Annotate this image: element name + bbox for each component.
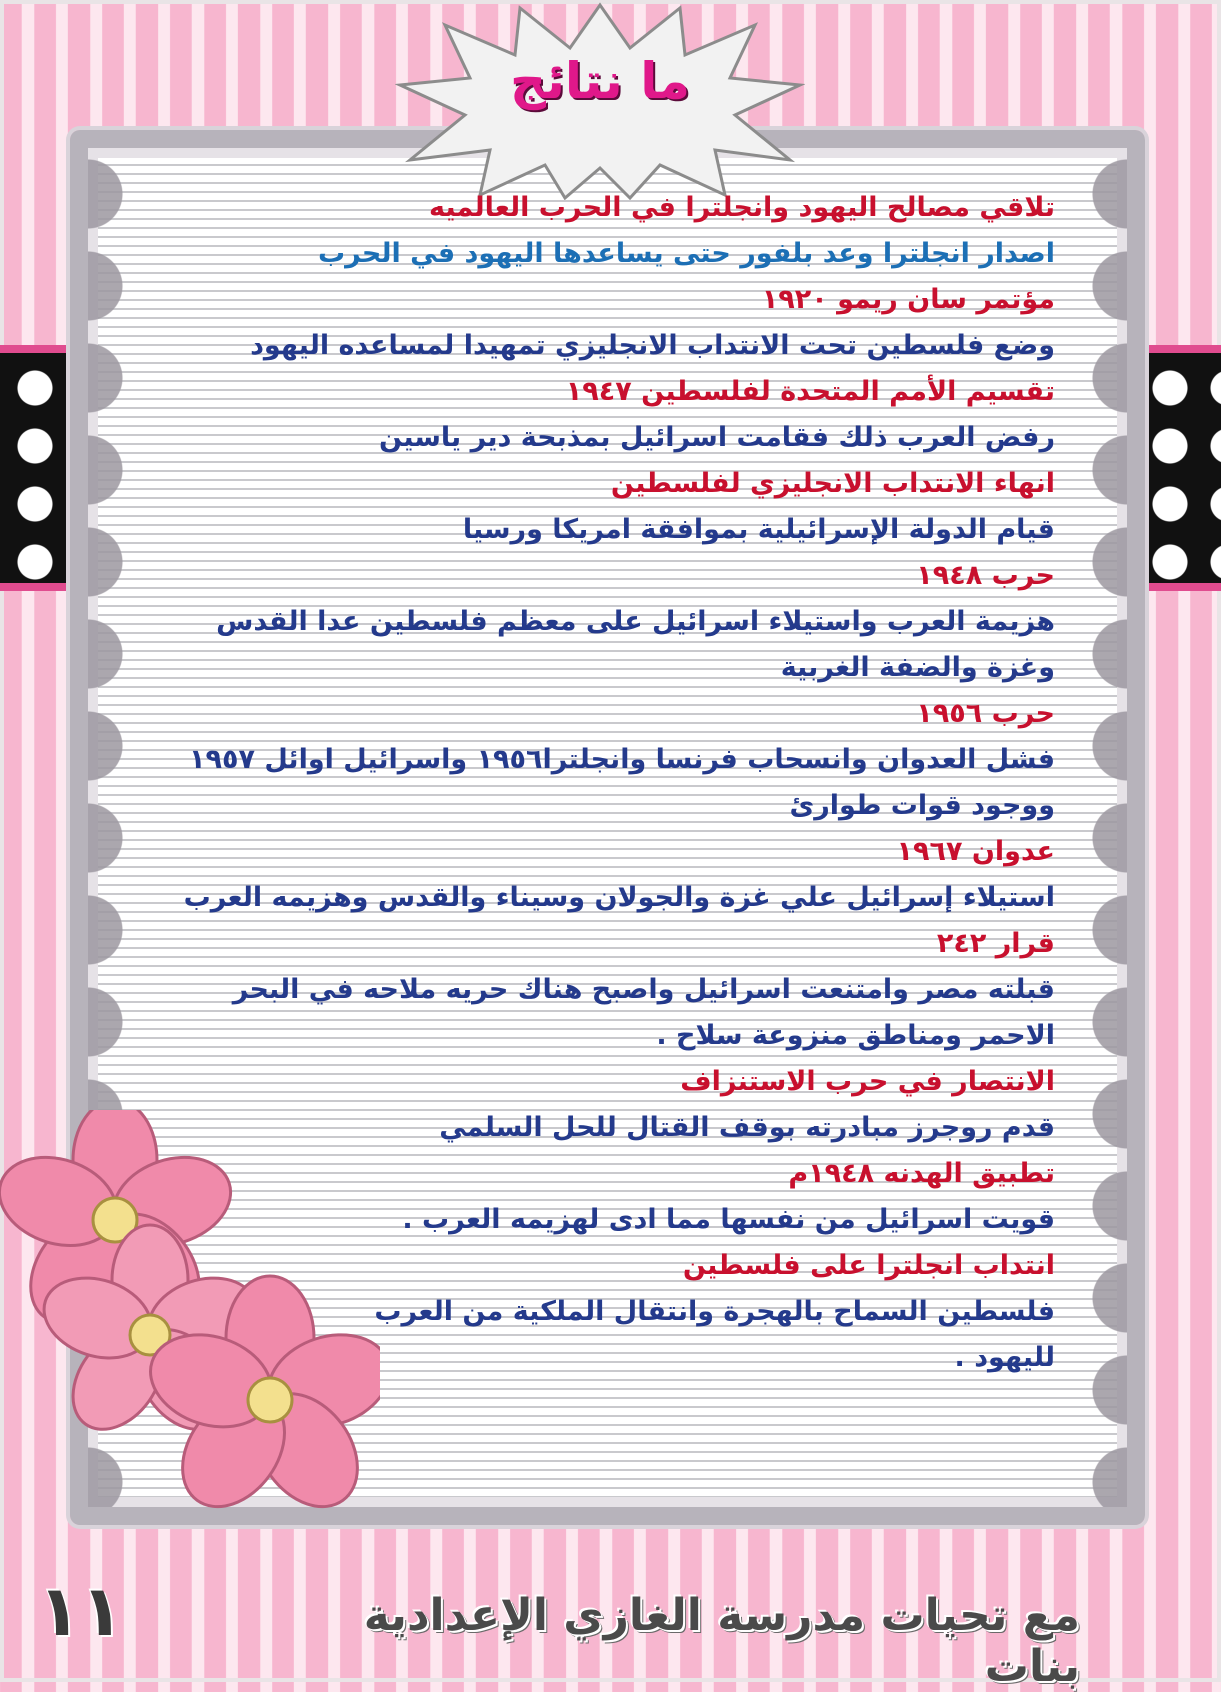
result-line: فشل العدوان وانسحاب فرنسا وانجلترا١٩٥٦ واسرائيل اوائل ١٩٥٧	[189, 744, 1055, 775]
result-line: تقسيم الأمم المتحدة لفلسطين ١٩٤٧	[565, 376, 1055, 407]
result-line: حرب ١٩٥٦	[916, 698, 1055, 729]
flower-decoration	[0, 1110, 380, 1600]
lace-border-right	[1087, 148, 1127, 1507]
result-line: حرب ١٩٤٨	[916, 560, 1055, 591]
result-line: الاحمر ومناطق منزوعة سلاح .	[656, 1020, 1055, 1051]
result-line: ووجود قوات طوارئ	[789, 790, 1055, 821]
result-line: رفض العرب ذلك فقامت اسرائيل بمذبحة دير ياسين	[379, 422, 1055, 453]
page-number: ١١	[38, 1570, 124, 1652]
result-line: تطبيق الهدنه ١٩٤٨م	[788, 1158, 1055, 1189]
page-title: ما نتائج	[510, 52, 690, 110]
result-line: لليهود .	[954, 1342, 1055, 1373]
result-line: قيام الدولة الإسرائيلية بموافقة امريكا ورسيا	[462, 514, 1055, 545]
result-line: وغزة والضفة الغربية	[780, 652, 1055, 683]
footer-credit: مع تحيات مدرسة الغازي الإعدادية بنات	[363, 1590, 1080, 1692]
result-line: هزيمة العرب واستيلاء اسرائيل على معظم فلسطين عدا القدس	[216, 606, 1055, 637]
result-line: قبلته مصر وامتنعت اسرائيل واصبح هناك حريه ملاحه في البحر	[232, 974, 1055, 1005]
result-line: عدوان ١٩٦٧	[896, 836, 1055, 867]
polka-dot-band-left	[0, 345, 80, 591]
polka-dot-band-right	[1135, 345, 1221, 591]
result-line: الانتصار في حرب الاستنزاف	[680, 1066, 1055, 1097]
result-line: مؤتمر سان ريمو ١٩٢٠	[761, 284, 1055, 315]
result-line: وضع فلسطين تحت الانتداب الانجليزي تمهيدا لمساعده اليهود	[250, 330, 1055, 361]
result-line: قدم روجرز مبادرته بوقف القتال للحل السلمي	[439, 1112, 1055, 1143]
result-line: تلاقي مصالح اليهود وانجلترا في الحرب العالميه	[428, 192, 1055, 223]
result-line: انتداب انجلترا على فلسطين	[682, 1250, 1055, 1281]
result-line: فلسطين السماح بالهجرة وانتقال الملكية من العرب	[374, 1296, 1055, 1327]
result-line: قويت اسرائيل من نفسها مما ادى لهزيمه العرب .	[402, 1204, 1055, 1235]
result-line: قرار ٢٤٢	[936, 928, 1055, 959]
result-line: انهاء الانتداب الانجليزي لفلسطين	[610, 468, 1055, 499]
result-line: اصدار انجلترا وعد بلفور حتى يساعدها اليهود في الحرب	[317, 238, 1055, 269]
result-line: استيلاء إسرائيل علي غزة والجولان وسيناء والقدس وهزيمه العرب	[183, 882, 1055, 913]
